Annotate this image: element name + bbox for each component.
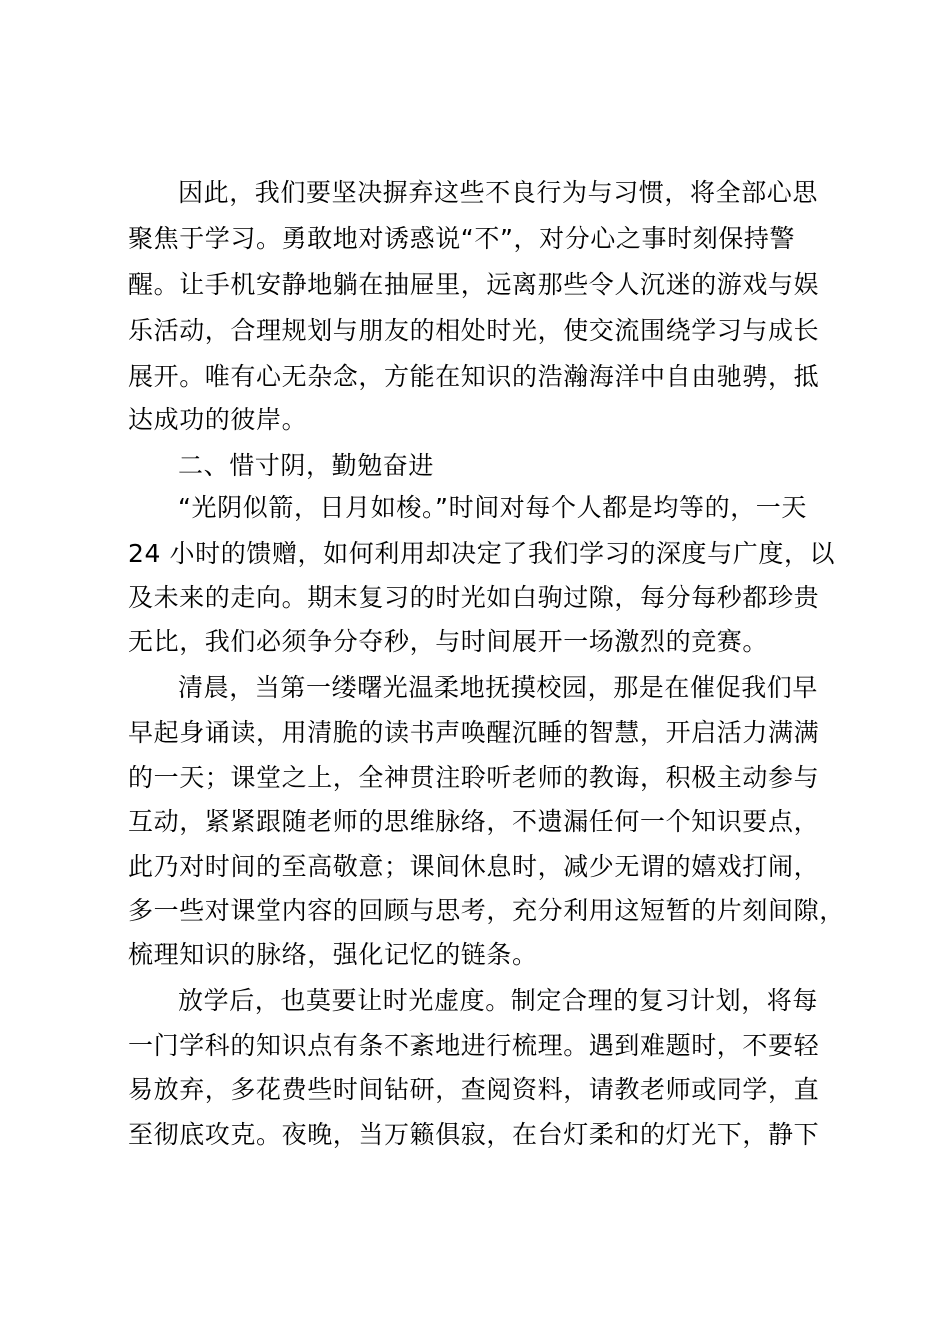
- paragraph-line: “光阴似箭，日月如梭。”时间对每个人都是均等的，一天: [178, 493, 808, 522]
- paragraph-line: 至彻底攻克。夜晚，当万籁俱寂，在台灯柔和的灯光下，静下: [128, 1120, 820, 1149]
- paragraph-line: 聚焦于学习。勇敢地对诱惑说“不”，对分心之事时刻保持警: [128, 224, 796, 253]
- paragraph-line: 互动，紧紧跟随老师的思维脉络，不遗漏任何一个知识要点，: [128, 807, 820, 836]
- paragraph-line: 多一些对课堂内容的回顾与思考，充分利用这短暂的片刻间隙，: [128, 896, 845, 925]
- paragraph-line: 梳理知识的脉络，强化记忆的链条。: [128, 940, 538, 969]
- paragraph-line: 因此，我们要坚决摒弃这些不良行为与习惯，将全部心思: [178, 178, 819, 207]
- paragraph-line: 一门学科的知识点有条不紊地进行梳理。遇到难题时，不要轻: [128, 1031, 820, 1060]
- paragraph-line: 的一天；课堂之上，全神贯注聆听老师的教诲，积极主动参与: [128, 763, 820, 792]
- paragraph-line: 醒。让手机安静地躺在抽屉里，远离那些令人沉迷的游戏与娱: [128, 270, 820, 299]
- paragraph-line: 放学后，也莫要让时光虚度。制定合理的复习计划，将每: [178, 986, 819, 1015]
- section-heading: 二、惜寸阴，勤勉奋进: [178, 451, 435, 480]
- paragraph-line: 及未来的走向。期末复习的时光如白驹过隙，每分每秒都珍贵: [128, 583, 820, 612]
- paragraph-line: 乐活动，合理规划与朋友的相处时光，使交流围绕学习与成长: [128, 316, 820, 345]
- paragraph-line: 展开。唯有心无杂念，方能在知识的浩瀚海洋中自由驰骋，抵: [128, 362, 820, 391]
- paragraph-line: 此乃对时间的至高敬意；课间休息时，减少无谓的嬉戏打闹，: [128, 852, 820, 881]
- paragraph-line: 易放弃，多花费些时间钻研，查阅资料，请教老师或同学，直: [128, 1075, 820, 1104]
- paragraph-line: 无比，我们必须争分夺秒，与时间展开一场激烈的竞赛。: [128, 627, 769, 656]
- paragraph-line: 达成功的彼岸。: [128, 405, 308, 434]
- paragraph-line: 24 小时的馈赠，如何利用却决定了我们学习的深度与广度，以: [128, 539, 836, 568]
- paragraph-line: 早起身诵读，用清脆的读书声唤醒沉睡的智慧，开启活力满满: [128, 718, 820, 747]
- paragraph-line: 清晨，当第一缕曙光温柔地抚摸校园，那是在催促我们早: [178, 673, 819, 702]
